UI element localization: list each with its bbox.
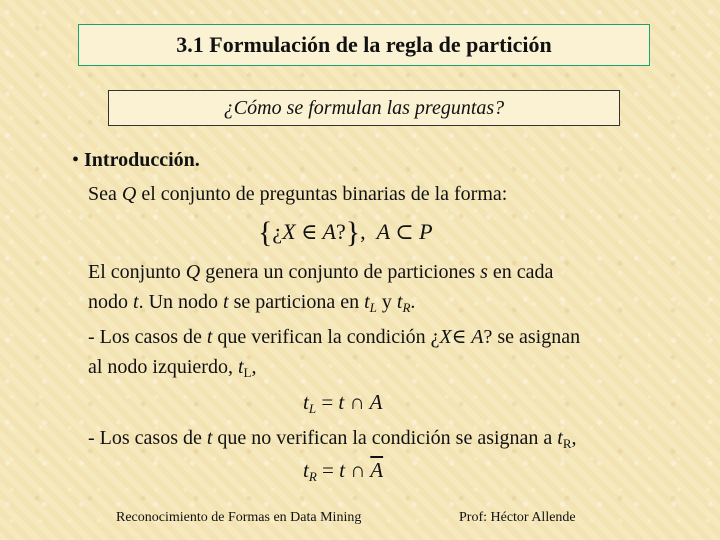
- text-span: - Los casos de: [88, 427, 207, 449]
- math-var-t: t: [133, 291, 139, 313]
- intersection-symbol: ∩: [350, 458, 366, 482]
- subscript-r: R: [308, 469, 317, 484]
- math-var-s: s: [480, 261, 488, 283]
- subscript-l: L: [243, 365, 252, 380]
- math-var-a: A: [322, 219, 336, 244]
- bullet-heading: [72, 148, 200, 172]
- text-span: .: [410, 291, 416, 313]
- intersection-symbol: ∩: [349, 390, 365, 414]
- math-var-t: t: [338, 390, 345, 414]
- subtitle-box: [108, 90, 620, 126]
- math-var-t: t: [339, 458, 345, 482]
- text-span: se particiona en: [228, 291, 365, 313]
- paragraph-line-1: [88, 182, 507, 206]
- paragraph-line-5: [88, 355, 256, 385]
- brace-open: {: [258, 216, 273, 249]
- text-span: que verifican la condición ¿: [212, 326, 440, 348]
- math-var-t: t: [396, 291, 403, 313]
- paragraph-line-4: [88, 325, 580, 349]
- math-var-a-complement: $\overline{A}$: [370, 458, 384, 482]
- equals-symbol: =: [321, 390, 334, 414]
- text-span: en cada: [487, 261, 554, 283]
- math-var-t: t: [557, 427, 563, 449]
- element-of-symbol: ∈: [301, 219, 318, 244]
- bullet-marker: •: [72, 149, 80, 171]
- subset-symbol: ⊂: [395, 219, 414, 244]
- text-span: Sea: [88, 183, 122, 205]
- math-var-t: t: [206, 326, 213, 348]
- subscript-r: R: [402, 300, 411, 315]
- math-var-a: A: [466, 326, 484, 348]
- text-span: el conjunto de preguntas binarias de la forma:: [136, 183, 508, 205]
- math-var-q: Q: [185, 261, 201, 283]
- inverted-question-mark: ¿: [272, 219, 283, 244]
- paragraph-line-2: [88, 260, 553, 284]
- math-var-x: X: [282, 219, 296, 244]
- comma: ,: [360, 219, 366, 244]
- math-var-t: t: [364, 291, 370, 313]
- text-span: genera un conjunto de particiones: [200, 261, 481, 283]
- equals-symbol: =: [322, 458, 334, 482]
- text-span: que no verifican la condición se asignan a: [212, 427, 558, 449]
- footer-course: Reconocimiento de Formas en Data Mining: [116, 510, 362, 525]
- text-span: ,: [571, 427, 577, 449]
- math-var-t: t: [223, 291, 229, 313]
- subscript-l: L: [308, 401, 317, 416]
- paragraph-line-6: [88, 426, 577, 456]
- math-var-t: t: [206, 427, 213, 449]
- formula-question-set: [258, 216, 433, 250]
- formula-left-node: [303, 390, 382, 417]
- text-span: al nodo izquierdo,: [88, 356, 238, 378]
- math-var-a: A: [369, 390, 383, 414]
- text-span: El conjunto: [88, 261, 186, 283]
- math-var-t: t: [237, 356, 244, 378]
- brace-close: }: [345, 216, 361, 249]
- footer-author: Prof: Héctor Allende: [459, 510, 576, 525]
- bullet-heading-text: Introducción.: [84, 149, 200, 171]
- text-span: ,: [251, 356, 257, 378]
- text-span: . Un nodo: [138, 291, 224, 313]
- text-span: y: [376, 291, 397, 313]
- text-span: ? se asignan: [483, 326, 581, 348]
- paragraph-line-3: [88, 290, 415, 320]
- math-var-p: P: [419, 219, 433, 244]
- math-var-a: A: [376, 219, 390, 244]
- subscript-r: R: [562, 436, 572, 451]
- math-var-q: Q: [121, 183, 137, 205]
- math-var-t: t: [303, 390, 309, 414]
- element-of-symbol: ∈: [451, 326, 467, 348]
- question-mark: ?: [335, 219, 346, 244]
- title-box: [78, 24, 650, 66]
- text-span: nodo: [88, 291, 133, 313]
- slide-subtitle: ¿Cómo se formulan las preguntas?: [223, 96, 505, 119]
- subscript-l: L: [369, 300, 377, 315]
- math-var-t: t: [303, 458, 309, 482]
- formula-right-node: [303, 458, 383, 485]
- math-var-x: X: [439, 326, 452, 348]
- slide-title: 3.1 Formulación de la regla de partición: [176, 32, 552, 57]
- text-span: - Los casos de: [88, 326, 207, 348]
